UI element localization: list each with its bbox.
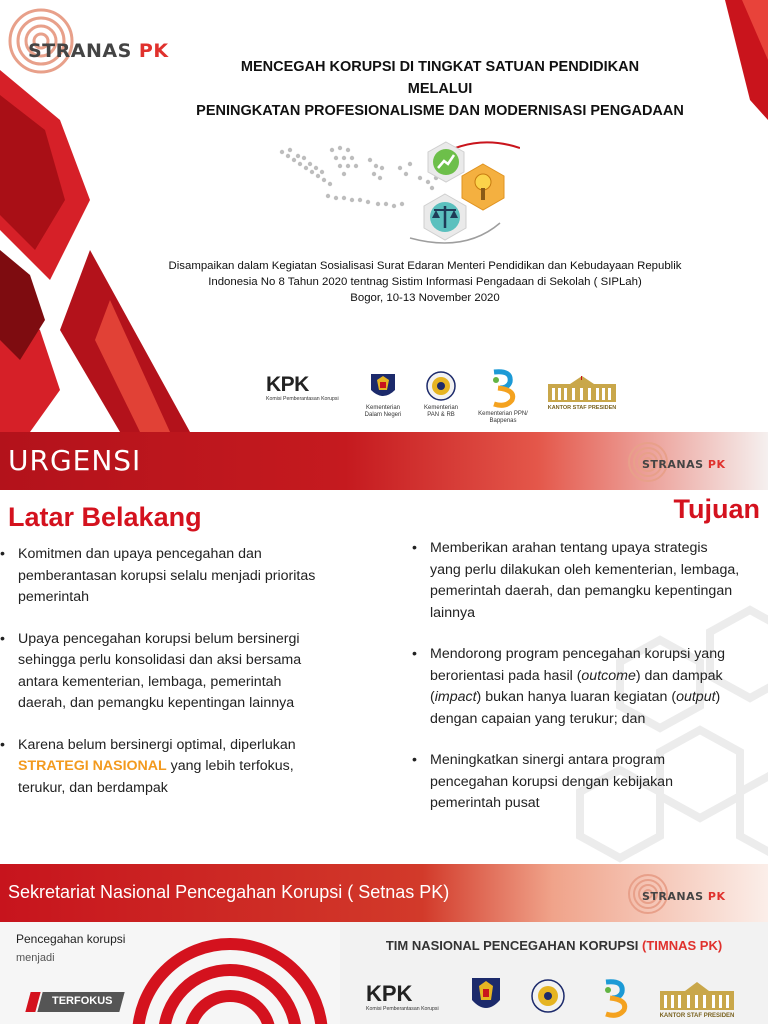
kemendagri-caption: Kementerian Dalam Negeri — [364, 405, 402, 418]
list-item-text: Mendorong program pencegahan korupsi yang berorientasi pada hasil ( — [430, 646, 725, 684]
ksp-caption: KANTOR STAF PRESIDEN — [659, 1013, 735, 1019]
setnas-title: Sekretariat Nasional Pencegahan Korupsi ( Setnas PK) — [8, 882, 450, 902]
cover-subtitle-line: Indonesia No 8 Tahun 2020 tentnag Sistim Informasi Pengadaan di Sekolah ( SIPLah) — [208, 276, 642, 288]
stranas-logo-pk: PK — [707, 890, 726, 903]
list-item — [412, 644, 742, 730]
timnas-title-text: TIM NASIONAL PENCEGAHAN KORUPSI — [385, 938, 642, 953]
stranas-pk-logo — [626, 440, 726, 484]
kpk-logo-text — [266, 374, 362, 396]
slide-cover — [0, 0, 768, 432]
stranas-logo-pk: PK — [138, 40, 169, 62]
tujuan-list — [412, 538, 742, 835]
strategi-nasional-highlight: STRATEGI NASIONAL — [18, 758, 167, 774]
justice-hexagon-icon — [420, 192, 470, 242]
cover-subtitle-line: Bogor, 10-13 November 2020 — [350, 292, 500, 304]
outcome-term: outcome — [581, 667, 636, 684]
slide-urgensi — [0, 432, 768, 864]
ksp-caption: KANTOR STAF PRESIDEN — [547, 405, 617, 411]
panrb-caption: Kementerian PAN & RB — [423, 405, 459, 418]
list-item: • Meningkatkan sinergi antara program pencegahan korupsi dengan kebijakan pemerintah pusat — [412, 750, 742, 815]
output-term: output — [676, 689, 716, 705]
kpk-name: KPK — [366, 981, 413, 1006]
stranas-pk-logo — [626, 872, 726, 916]
terfokus-label: TERFOKUS — [52, 995, 113, 1007]
list-item-text: yang lebih terfokus, terukur, dan berdampak — [18, 758, 294, 796]
cover-title-line: MENCEGAH KORUPSI DI TINGKAT SATUAN PENDIDIKAN — [240, 59, 640, 75]
latar-belakang-heading: Latar Belakang — [8, 502, 202, 532]
bappenas-caption: Kementerian PPN/ Bappenas — [478, 411, 528, 424]
timnas-title-highlight: (TIMNAS PK) — [642, 938, 723, 953]
cover-title — [150, 56, 730, 122]
list-item-text: ) dengan capaian yang terukur; dan — [430, 689, 721, 727]
bappenas-emblem-icon — [488, 368, 518, 408]
stranas-pk-logo — [6, 6, 169, 76]
stranas-logo-text: STRANAS — [642, 890, 704, 903]
impact-term: impact — [434, 689, 477, 705]
panrb-emblem-icon — [530, 978, 566, 1014]
kemendagri-emblem-icon — [369, 372, 397, 402]
list-item: • Memberikan arahan tentang upaya strategis yang perlu dilakukan oleh kementerian, lembaga, pemerintah daerah, dan pemangku kepentingan lainnya — [412, 538, 742, 624]
list-item-text: ) dan dampak ( — [430, 667, 723, 705]
kpk-name: KPK — [266, 373, 309, 396]
ksp-building-icon — [546, 376, 618, 402]
kpk-logo — [366, 982, 462, 1013]
stranas-logo-text: STRANAS — [642, 458, 704, 471]
ksp-building-icon — [658, 982, 736, 1010]
menjadi-line: menjadi — [16, 952, 55, 964]
list-item-text: ) bukan hanya luaran kegiatan ( — [476, 689, 677, 705]
kpk-logo — [266, 374, 362, 403]
pencegahan-line: Pencegahan korupsi — [16, 932, 126, 946]
panrb-emblem-icon — [426, 370, 456, 402]
cover-title-line: PENINGKATAN PROFESIONALISME DAN MODERNISASI PENGADAAN — [196, 103, 684, 119]
tujuan-heading: Tujuan — [673, 494, 760, 524]
ksp-logo — [656, 982, 738, 1020]
stranas-logo-text: STRANAS — [28, 40, 132, 62]
cover-subtitle — [120, 258, 730, 306]
slide-setnas — [0, 864, 768, 1024]
timnas-title — [340, 938, 768, 953]
list-item: • Komitmen dan upaya pencegahan dan pemberantasan korupsi selalu menjadi prioritas pemerintah — [0, 544, 320, 609]
list-item: • Upaya pencegahan korupsi belum bersinergi sehingga perlu konsolidasi dan aksi bersama antara kementerian, lembaga, pemerintah daerah, dan pemangku kepentingan lainnya — [0, 629, 320, 715]
cover-subtitle-line: Disampaikan dalam Kegiatan Sosialisasi Surat Edaran Menteri Pendidikan dan Kebudayaan Republik — [168, 260, 682, 272]
kemendagri-emblem-icon — [470, 976, 502, 1016]
kemendagri-logo — [360, 372, 406, 419]
kpk-caption: Komisi Pemberantasan Korupsi — [266, 396, 339, 402]
urgensi-title: URGENSI — [8, 444, 142, 477]
stranas-logo-pk: PK — [707, 458, 726, 471]
bappenas-logo — [472, 368, 534, 425]
latar-belakang-list — [0, 544, 320, 819]
list-item — [0, 735, 320, 800]
target-rings-icon — [130, 936, 330, 1024]
bappenas-emblem-icon — [600, 978, 630, 1020]
panrb-logo — [418, 370, 464, 419]
list-item-text: Karena belum bersinergi optimal, diperlukan — [18, 736, 296, 753]
kpk-caption: Komisi Pemberantasan Korupsi — [366, 1006, 439, 1012]
cover-title-line: MELALUI — [407, 81, 473, 97]
ksp-logo — [544, 376, 620, 412]
